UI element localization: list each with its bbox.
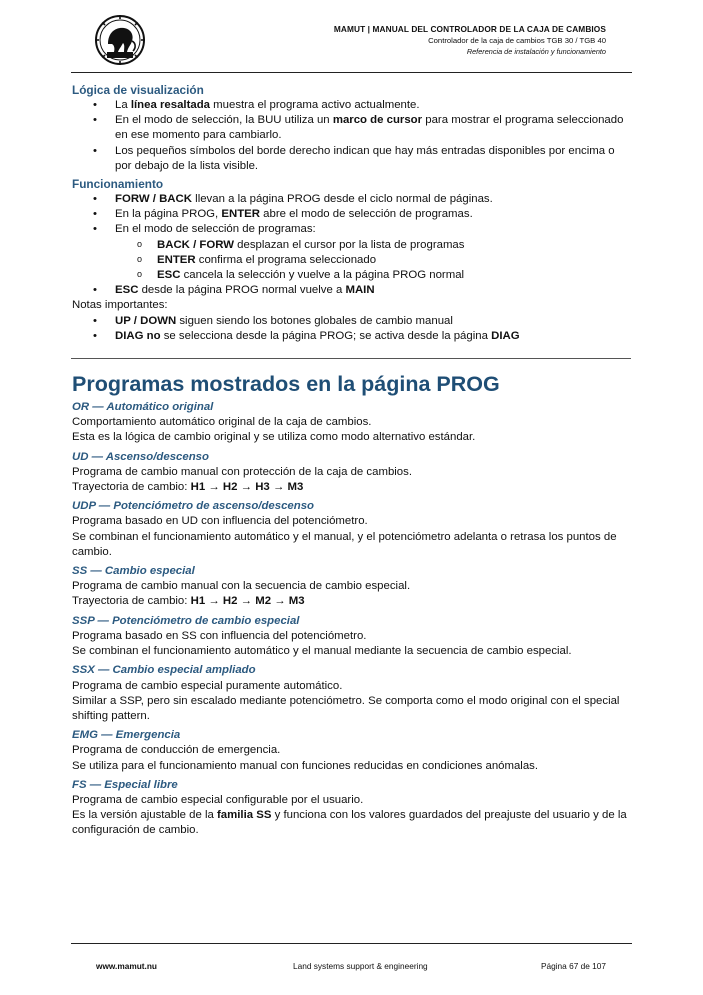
logica-heading: Lógica de visualización [72, 83, 204, 97]
list-item: • Los pequeños símbolos del borde derecho indican que hay más entradas disponibles por encima o por debajo de la lista visible. [115, 144, 634, 174]
section-divider [71, 358, 631, 359]
program-ss [72, 564, 634, 610]
page-content [72, 82, 634, 839]
program-udp [72, 499, 634, 560]
program-desc: Programa de cambio manual con la secuencia de cambio especial. [72, 580, 411, 593]
list-item: • En el modo de selección, la BUU utiliza un marco de cursor para mostrar el programa seleccionado en ese momento para cambiarlo. [115, 113, 634, 143]
header-divider [71, 72, 632, 73]
program-desc: Comportamiento automático original de la caja de cambios. [72, 416, 372, 429]
page-number: Página 67 de 107 [540, 961, 606, 971]
header-subtitle: Controlador de la caja de cambios TGB 30 / TGB 40 [428, 36, 606, 45]
footer-divider [71, 943, 632, 944]
program-ssx [72, 663, 634, 724]
funcionamiento-list [72, 192, 634, 298]
shift-path: Trayectoria de cambio: H1 → H2 → M2 → M3 [72, 595, 305, 608]
program-desc: Programa de conducción de emergencia. [72, 744, 281, 757]
program-title: UDP — Potenciómetro de ascenso/descenso [72, 500, 315, 513]
program-title: SSX — Cambio especial ampliado [72, 664, 256, 677]
program-ud [72, 450, 634, 496]
program-desc: Programa basado en SS con influencia del potenciómetro. [72, 629, 367, 642]
program-desc: Se utiliza para el funcionamiento manual con funciones reducidas en condiciones anómalas. [72, 759, 539, 772]
sub-list-item: o ENTER confirma el programa seleccionado [157, 253, 634, 268]
program-desc: Programa de cambio manual con protección de la caja de cambios. [72, 465, 413, 478]
shift-path: Trayectoria de cambio: H1 → H2 → H3 → M3 [72, 481, 304, 494]
programs-heading: Programas mostrados en la página PROG [72, 372, 500, 397]
sub-list-item: o ESC cancela la selección y vuelve a la página PROG normal [157, 268, 634, 283]
header-subtitle-italic: Referencia de instalación y funcionamiento [466, 47, 606, 56]
list-item: • DIAG no se selecciona desde la página PROG; se activa desde la página DIAG [115, 329, 634, 344]
program-title: UD — Ascenso/descenso [72, 450, 209, 463]
list-item: • ESC desde la página PROG normal vuelve a MAIN [115, 283, 634, 298]
mamut-logo-icon [94, 14, 146, 66]
program-desc: Similar a SSP, pero sin escalado mediante potenciómetro. Se comporta como el modo original con el special shifting pattern. [72, 694, 620, 722]
program-title: FS — Especial libre [72, 778, 178, 791]
program-title: EMG — Emergencia [72, 729, 181, 742]
program-desc: Esta es la lógica de cambio original y se utiliza como modo alternativo estándar. [72, 431, 476, 444]
program-title: OR — Automático original [72, 401, 214, 414]
program-or [72, 400, 634, 446]
list-item: • La línea resaltada muestra el programa activo actualmente. [115, 98, 634, 113]
program-fs [72, 778, 634, 839]
list-item: • En el modo de selección de programas: o BACK / FORW desplazan el cursor por la lista de programas o ENTER confirma el programa seleccionado o ESC cancela la selección y vuelve a la página PROG normal [115, 222, 634, 283]
program-desc: Programa basado en UD con influencia del potenciómetro. [72, 515, 368, 528]
list-item: • En la página PROG, ENTER abre el modo de selección de programas. [115, 207, 634, 222]
list-item: • FORW / BACK llevan a la página PROG desde el ciclo normal de páginas. [115, 192, 634, 207]
program-desc: Programa de cambio especial puramente automático. [72, 679, 343, 692]
funcionamiento-heading: Funcionamiento [72, 177, 164, 192]
notas-label: Notas importantes: [72, 299, 168, 312]
footer-website: www.mamut.nu [96, 961, 157, 971]
program-title: SS — Cambio especial [72, 565, 195, 578]
program-ssp [72, 614, 634, 660]
notas-list [72, 314, 634, 344]
selection-sublist [115, 238, 634, 284]
program-title: SSP — Potenciómetro de cambio especial [72, 614, 300, 627]
footer-tagline: Land systems support & engineering [293, 961, 428, 971]
program-desc: Se combinan el funcionamiento automático y el manual, y el potenciómetro adelanta o retrasa los puntos de cambio. [72, 530, 617, 558]
sub-list-item: o BACK / FORW desplazan el cursor por la lista de programas [157, 238, 634, 253]
page-header [0, 0, 703, 73]
header-title: MAMUT | MANUAL DEL CONTROLADOR DE LA CAJA DE CAMBIOS [333, 24, 606, 34]
logica-list [72, 98, 634, 174]
program-desc: Se combinan el funcionamiento automático y el manual mediante la secuencia de cambio especial. [72, 645, 572, 658]
list-item: • UP / DOWN siguen siendo los botones globales de cambio manual [115, 314, 634, 329]
program-desc: Es la versión ajustable de la familia SS y funciona con los valores guardados del preajuste del usuario y de la configuración de cambio. [72, 809, 627, 837]
program-desc: Programa de cambio especial configurable por el usuario. [72, 793, 364, 806]
program-emg [72, 728, 634, 774]
